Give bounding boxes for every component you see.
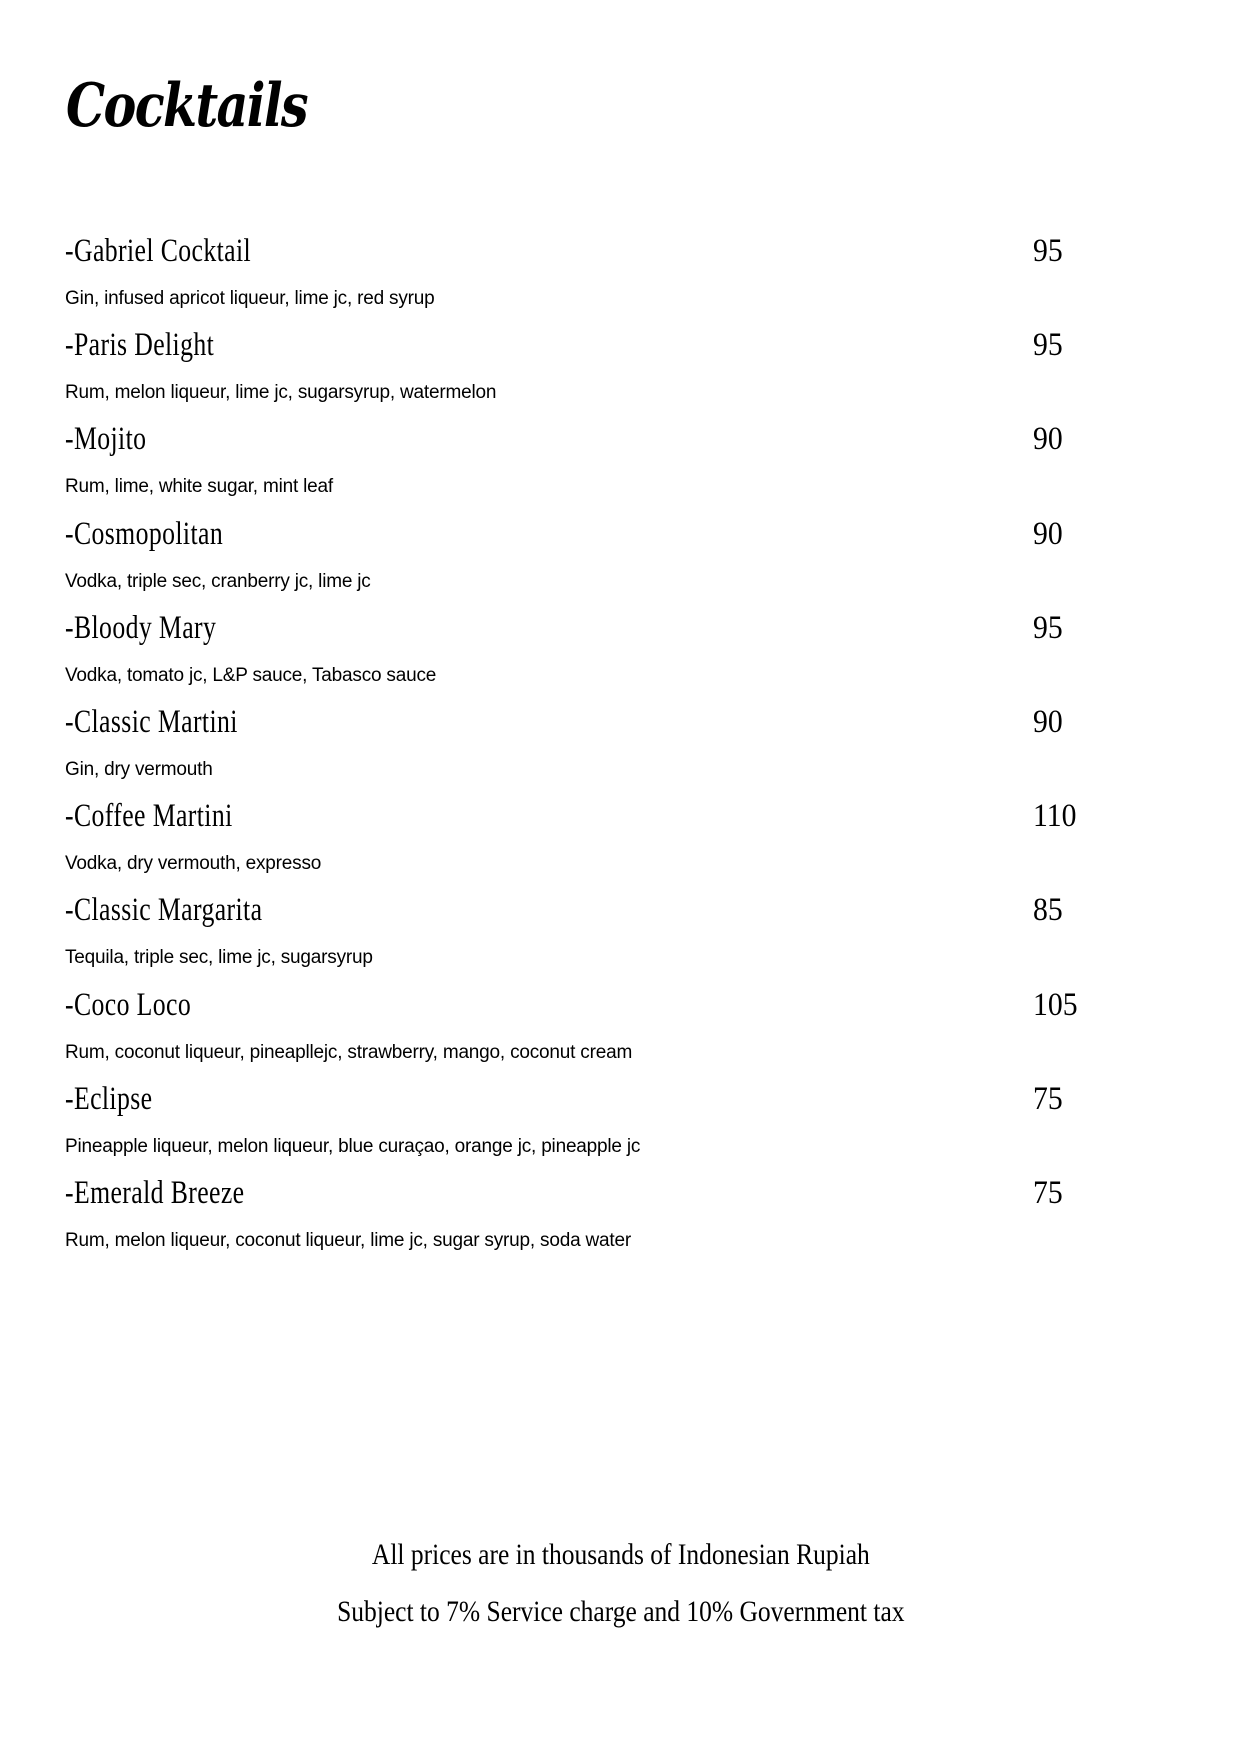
footer [0,1526,1241,1640]
item-description: Vodka, tomato jc, L&P sauce, Tabasco sauce [65,664,437,686]
menu-item [65,793,1075,887]
item-description: Pineapple liqueur, melon liqueur, blue curaçao, orange jc, pineapple jc [65,1135,641,1157]
menu-item [65,511,1075,605]
item-price: 95 [1033,609,1063,646]
item-description: Gin, infused apricot liqueur, lime jc, red syrup [65,288,435,310]
item-name: -Classic Martini [65,703,238,740]
menu-item [65,605,1075,699]
item-price: 90 [1033,515,1063,552]
item-name: -Paris Delight [65,327,215,364]
item-description: Vodka, dry vermouth, expresso [65,853,322,875]
item-description: Tequila, triple sec, lime jc, sugarsyrup [65,947,373,969]
item-price: 90 [1033,421,1063,458]
item-description: Gin, dry vermouth [65,759,213,781]
item-price: 75 [1033,1174,1063,1211]
footer-note-tax: Subject to 7% Service charge and 10% Government tax [336,1595,905,1628]
menu-item [65,416,1075,510]
cocktail-list [65,228,1078,1264]
item-price: 95 [1033,327,1063,364]
item-name: -Mojito [65,421,147,458]
item-price: 110 [1033,798,1077,835]
item-description: Rum, coconut liqueur, pineapllejc, strawberry, mango, coconut cream [65,1041,633,1063]
menu-item [65,982,1078,1076]
menu-item [65,1170,1075,1264]
item-description: Rum, lime, white sugar, mint leaf [65,476,333,498]
item-name: -Eclipse [65,1080,153,1117]
item-name: -Emerald Breeze [65,1174,245,1211]
item-name: -Coffee Martini [65,798,233,835]
menu-item [65,699,1075,793]
item-name: -Cosmopolitan [65,515,224,552]
menu-item [65,1076,1075,1170]
item-price: 95 [1033,233,1063,269]
item-price: 75 [1033,1080,1063,1117]
item-name: -Classic Margarita [65,892,263,929]
item-description: Rum, melon liqueur, lime jc, sugarsyrup, watermelon [65,382,497,404]
footer-note-currency: All prices are in thousands of Indonesian Rupiah [371,1538,870,1571]
item-name: -Gabriel Cocktail [65,233,252,269]
item-description: Vodka, triple sec, cranberry jc, lime jc [65,570,371,592]
item-description: Rum, melon liqueur, coconut liqueur, lime jc, sugar syrup, soda water [65,1229,631,1251]
item-name: -Bloody Mary [65,609,217,646]
item-price: 85 [1033,892,1063,929]
menu-item [65,887,1075,981]
page-title: Cocktails [66,71,307,141]
menu-item [65,228,1075,322]
item-price: 105 [1033,986,1078,1023]
menu-item [65,322,1075,416]
item-price: 90 [1033,703,1063,740]
item-name: -Coco Loco [65,986,192,1023]
